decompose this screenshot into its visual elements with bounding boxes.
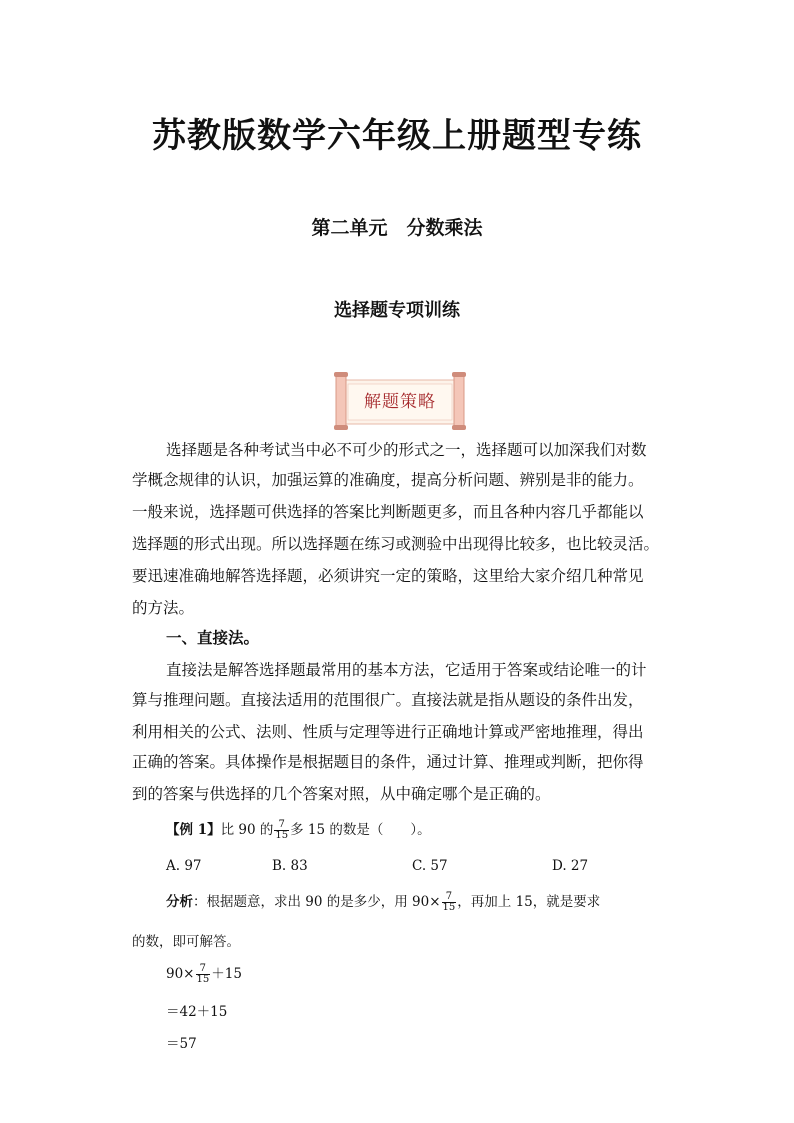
fraction-7-15 xyxy=(274,820,289,841)
analysis-fraction-numerator: 7 xyxy=(445,891,453,902)
calc-line-1-after: ＋15 xyxy=(211,966,242,982)
method-1-line-1: 直接法是解答选择题最常用的基本方法，它适用于答案或结论唯一的计 xyxy=(166,661,647,679)
calc-fraction-denominator: 15 xyxy=(196,974,210,985)
method-1-line-2: 算与推理问题。直接法适用的范围很广。直接法就是指从题设的条件出发， xyxy=(132,691,644,709)
analysis-line-2: 的数，即可解答。 xyxy=(132,934,240,950)
method-1-line-4: 正确的答案。具体操作是根据题目的条件，通过计算、推理或判断，把你得 xyxy=(132,753,644,771)
calc-fraction xyxy=(196,964,211,985)
option-c: C. 57 xyxy=(412,858,448,874)
intro-line-5: 要迅速准确地解答选择题，必须讲究一定的策略，这里给大家介绍几种常见 xyxy=(132,567,644,585)
page-title: 苏教版数学六年级上册题型专练 xyxy=(152,116,642,156)
calc-line-3: ＝57 xyxy=(166,1036,197,1052)
analysis-text-after: ，再加上 15，就是要求 xyxy=(457,894,601,910)
fraction-numerator: 7 xyxy=(278,819,285,830)
method-1-heading: 一、直接法。 xyxy=(166,628,260,647)
banner-label: 解题策略 xyxy=(364,392,436,412)
example-1-options xyxy=(0,858,794,878)
option-b: B. 83 xyxy=(272,858,308,874)
section-heading: 选择题专项训练 xyxy=(334,300,460,321)
analysis-line-1 xyxy=(166,890,600,914)
method-1-line-5: 到的答案与供选择的几个答案对照，从中确定哪个是正确的。 xyxy=(132,785,551,803)
example-1-label: 【例 1】 xyxy=(166,822,221,838)
method-1-line-3: 利用相关的公式、法则、性质与定理等进行正确地计算或严密地推理，得出 xyxy=(132,723,644,741)
analysis-fraction xyxy=(442,892,457,913)
calc-line-1-before: 90× xyxy=(166,966,195,982)
intro-line-6: 的方法。 xyxy=(132,599,195,617)
option-d: D. 27 xyxy=(552,858,589,874)
intro-line-2: 学概念规律的认识，加强运算的准确度，提高分析问题、辨别是非的能力。 xyxy=(132,471,644,489)
calc-fraction-numerator: 7 xyxy=(199,963,207,974)
fraction-denominator: 15 xyxy=(275,830,289,841)
analysis-text-before: ：根据题意，求出 90 的是多少，用 90× xyxy=(193,894,441,910)
analysis-fraction-denominator: 15 xyxy=(442,902,456,913)
example-1-text-before: 比 90 的 xyxy=(220,822,274,838)
calc-line-1 xyxy=(166,962,242,986)
intro-line-4: 选择题的形式出现。所以选择题在练习或测验中出现得比较多，也比较灵活。 xyxy=(132,535,660,553)
unit-heading: 第二单元 分数乘法 xyxy=(311,217,483,239)
option-a: A. 97 xyxy=(166,858,202,874)
strategy-banner xyxy=(330,372,470,430)
example-1-question xyxy=(166,818,431,842)
intro-line-1: 选择题是各种考试当中必不可少的形式之一，选择题可以加深我们对数 xyxy=(166,441,647,459)
analysis-label: 分析 xyxy=(166,894,193,910)
example-1-text-after: 多 15 的数是（ ）。 xyxy=(290,822,431,838)
intro-line-3: 一般来说，选择题可供选择的答案比判断题更多，而且各种内容几乎都能以 xyxy=(132,503,644,521)
calc-line-2: ＝42＋15 xyxy=(166,1004,228,1020)
